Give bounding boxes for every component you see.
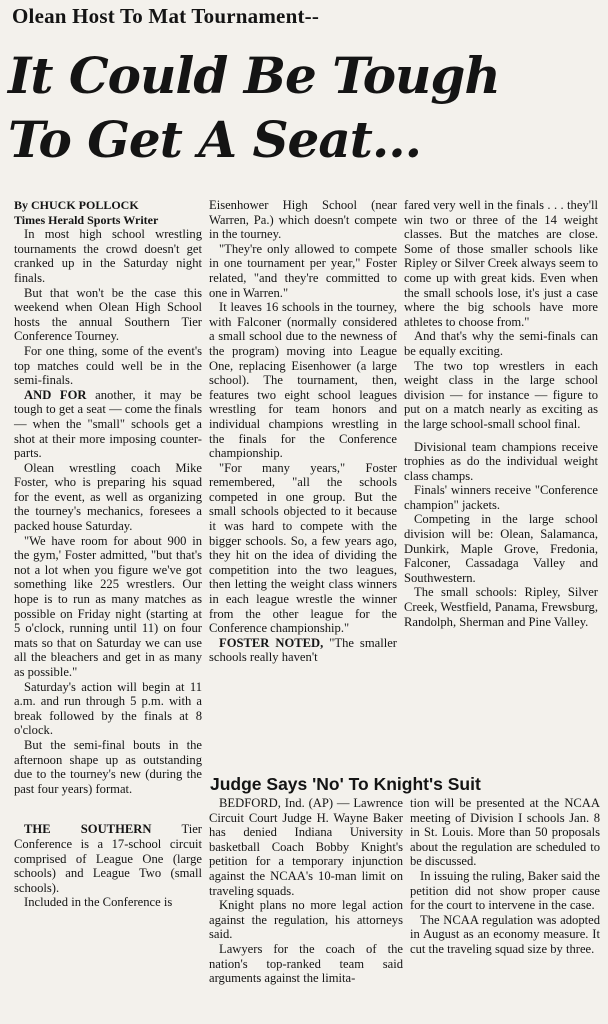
lead-in: THE SOUTHERN (24, 822, 152, 837)
byline: By CHUCK POLLOCK (14, 198, 139, 212)
paragraph-text: Tier Conference is a 17-school circuit comprised of League One (large schools) and League Two (small schools). (14, 822, 202, 895)
paragraph (14, 388, 202, 461)
paragraph: It leaves 16 schools in the tourney, with Falconer (normally considered a small school due to the newness of the program) moving into League One, replacing Eisenhower (a large school). The tournament, then, features two eight school leagues wrestling for team honors and individual champions wrestling in the finals for the Conference championship. (209, 300, 397, 461)
paragraph: Olean wrestling coach Mike Foster, who is preparing his squad for the event, as well as organizing the tourney's mechanics, foresees a packed house Saturday. (14, 460, 202, 534)
lead-in: AND FOR (24, 387, 87, 402)
paragraph: Saturday's action will begin at 11 a.m. and run through 5 p.m. with a break followed by the finals at 8 o'clock. (14, 679, 202, 738)
byline-title: Times Herald Sports Writer (14, 212, 159, 227)
paragraph: Lawyers for the coach of the nation's top-ranked team said arguments against the limita- (209, 941, 403, 986)
paragraph: "They're only allowed to compete in one tournament per year," Foster related, "and they're committed to one in Warren." (209, 241, 397, 300)
paragraph: fared very well in the finals . . . they'll win two or three of the 14 weight classes. But the matches are close. Some of those smaller schools like Ripley or Silver Creek always seem to come up with great kids. Even when the small schools lose, it's just a case where the big schools have more athletes to choose from." (404, 198, 598, 329)
headline-line-2: To Get A Seat... (8, 110, 422, 169)
paragraph: The two top wrestlers in each weight class in the large school division — for instance — figure to put on a match nearly as exciting as the large school-small school final. (404, 358, 598, 431)
paragraph: But the semi-final bouts in the afternoon shape up as outstanding due to the tourney's new (during the past four years) format. (14, 737, 202, 796)
paragraph: tion will be presented at the NCAA meeting of Division I schools Jan. 8 in St. Louis. More than 50 proposals about the regulation are scheduled to be discussed. (410, 796, 600, 869)
paragraph: But that won't be the case this weekend when Olean High School hosts the annual Southern Tier Conference Tourney. (14, 285, 202, 344)
paragraph: In most high school wrestling tournaments the crowd doesn't get cranked up in the Saturday night finals. (14, 227, 202, 285)
article-column-2 (209, 198, 397, 665)
paragraph (14, 822, 202, 895)
article-column-3 (404, 198, 598, 629)
brief-column-2 (410, 796, 600, 957)
headline-line-1: It Could Be Tough (8, 46, 500, 105)
paragraph: BEDFORD, Ind. (AP) — Lawrence Circuit Court Judge H. Wayne Baker has denied Indiana University basketball Coach Bobby Knight's petition for a temporary injunction against the NCAA's 10-man limit on traveling squads. (209, 796, 403, 898)
paragraph: Divisional team champions receive trophies as do the individual weight class champs. (404, 439, 598, 483)
main-headline (8, 44, 608, 172)
paragraph: The NCAA regulation was adopted in August as an economy measure. It cut the traveling squad size by three. (410, 912, 600, 956)
paragraph: For one thing, some of the event's top matches could well be in the semi-finals. (14, 343, 202, 388)
paragraph: Competing in the large school division will be: Olean, Salamanca, Dunkirk, Maple Grove, Fredonia, Falconer, Cassadaga Valley and Southwestern. (404, 512, 598, 585)
brief-column-1 (209, 796, 403, 986)
paragraph-text: another, it may be tough to get a seat — come the finals — when the "small" schools get a shot at their more imposing counter-parts. (14, 387, 202, 461)
paragraph: The small schools: Ripley, Silver Creek, Westfield, Panama, Frewsburg, Randolph, Sherman and Pine Valley. (404, 585, 598, 629)
paragraph (209, 636, 397, 665)
lead-in: FOSTER NOTED, (219, 635, 324, 650)
article-column-1 (14, 198, 202, 910)
paragraph: "For many years," Foster remembered, "all the schools competed in one group. But the small schools objected to it because it was hard to compete with the bigger schools. So, a few years ago, they hit on the idea of dividing the competition into the two leagues, then letting the weight class winners in each league wrestle the winner from the other league for the Conference championship." (209, 460, 397, 636)
kicker-headline: Olean Host To Mat Tournament-- (12, 4, 320, 28)
paragraph: "We have room for about 900 in the gym,' Foster admitted, "but that's not a lot when you figure we've got something like 225 wrestlers. Our hope is to run as many matches as possible on Friday night (starting at 5 o'clock, running until 11) on four mats so that on Saturday we can use all the bleachers and get in as many as possible." (14, 533, 202, 679)
paragraph: Included in the Conference is (24, 895, 173, 910)
paragraph: Knight plans no more legal action against the regulation, his attorneys said. (209, 898, 403, 942)
paragraph-text: "The smaller schools really haven't (209, 635, 397, 665)
paragraph: In issuing the ruling, Baker said the petition did not show proper cause for the court to intervene in the case. (410, 868, 600, 913)
paragraph: Finals' winners receive "Conference champion" jackets. (404, 483, 598, 512)
paragraph: Eisenhower High School (near Warren, Pa.) which doesn't compete in the tourney. (209, 198, 397, 242)
brief-headline: Judge Says 'No' To Knight's Suit (210, 774, 481, 794)
paragraph: And that's why the semi-finals can be equally exciting. (404, 329, 598, 358)
